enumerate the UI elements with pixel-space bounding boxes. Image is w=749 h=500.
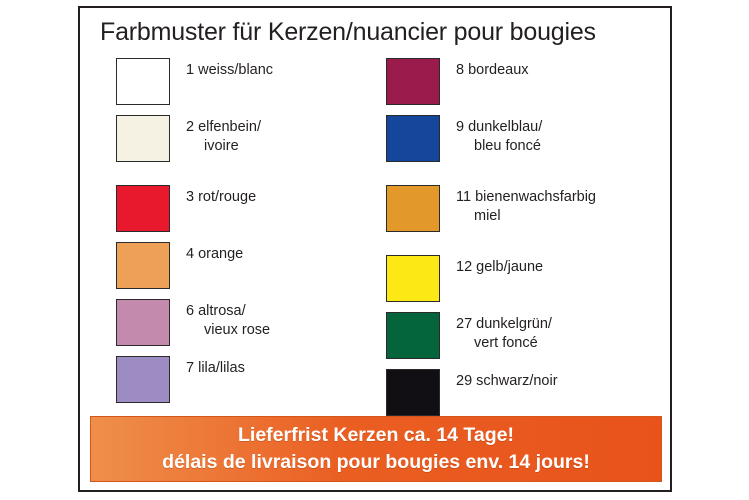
swatch-label [456, 61, 656, 80]
swatch-label-line1: 2 elfenbein/ [186, 119, 261, 135]
swatch-label-line2: ivoire [204, 138, 239, 154]
color-swatch [116, 299, 170, 346]
color-swatch [116, 58, 170, 105]
swatch-label [456, 258, 656, 277]
color-swatch [116, 115, 170, 162]
swatch-label-line1: 8 bordeaux [456, 62, 529, 78]
swatch-label [186, 188, 386, 207]
swatch-label-line1: 12 gelb/jaune [456, 259, 544, 275]
swatch-label-line1: 6 altrosa/ [186, 303, 246, 319]
list-item [380, 255, 670, 311]
swatch-label [456, 372, 656, 391]
color-swatch [116, 356, 170, 403]
list-item [380, 185, 670, 241]
swatch-label-line2: bleu foncé [474, 138, 541, 154]
swatch-label-line1: 7 lila/lilas [186, 360, 245, 376]
list-item [98, 242, 388, 298]
color-swatch [386, 255, 440, 302]
list-item [380, 115, 670, 171]
delivery-notice-line-de: Lieferfrist Kerzen ca. 14 Tage! [238, 424, 514, 446]
color-swatch [386, 185, 440, 232]
color-chart-card [78, 6, 672, 492]
list-item [98, 115, 388, 171]
swatch-label [456, 315, 656, 353]
swatch-label-line1: 11 bienenwachsfarbig [456, 189, 596, 205]
swatch-label [186, 118, 386, 156]
swatch-label [456, 118, 656, 156]
color-swatch [116, 242, 170, 289]
list-item [98, 299, 388, 355]
list-item [380, 312, 670, 368]
swatch-label [186, 359, 386, 378]
list-item [98, 58, 388, 114]
page-title: Farbmuster für Kerzen/nuancier pour bougies [100, 18, 596, 46]
swatch-label-line1: 4 orange [186, 246, 244, 262]
list-item [98, 356, 388, 412]
color-swatch [386, 115, 440, 162]
swatch-columns [80, 58, 670, 406]
swatch-label-line1: 29 schwarz/noir [456, 373, 558, 389]
delivery-notice-line-fr: délais de livraison pour bougies env. 14 jours! [162, 451, 590, 473]
swatch-label-line2: vieux rose [204, 322, 271, 338]
swatch-label [186, 302, 386, 340]
list-item [380, 58, 670, 114]
swatch-label-line1: 1 weiss/blanc [186, 62, 274, 78]
swatch-label [186, 61, 386, 80]
color-swatch [116, 185, 170, 232]
swatch-label [186, 245, 386, 264]
swatch-label-line1: 3 rot/rouge [186, 189, 257, 205]
swatch-label-line1: 9 dunkelblau/ [456, 119, 543, 135]
color-swatch [386, 58, 440, 105]
swatch-label-line2: miel [474, 208, 501, 224]
swatch-label-line1: 27 dunkelgrün/ [456, 316, 552, 332]
delivery-notice-banner [90, 416, 662, 482]
swatch-label-line2: vert foncé [474, 335, 538, 351]
swatch-label [456, 188, 656, 226]
color-swatch [386, 369, 440, 416]
list-item [98, 185, 388, 241]
color-swatch [386, 312, 440, 359]
